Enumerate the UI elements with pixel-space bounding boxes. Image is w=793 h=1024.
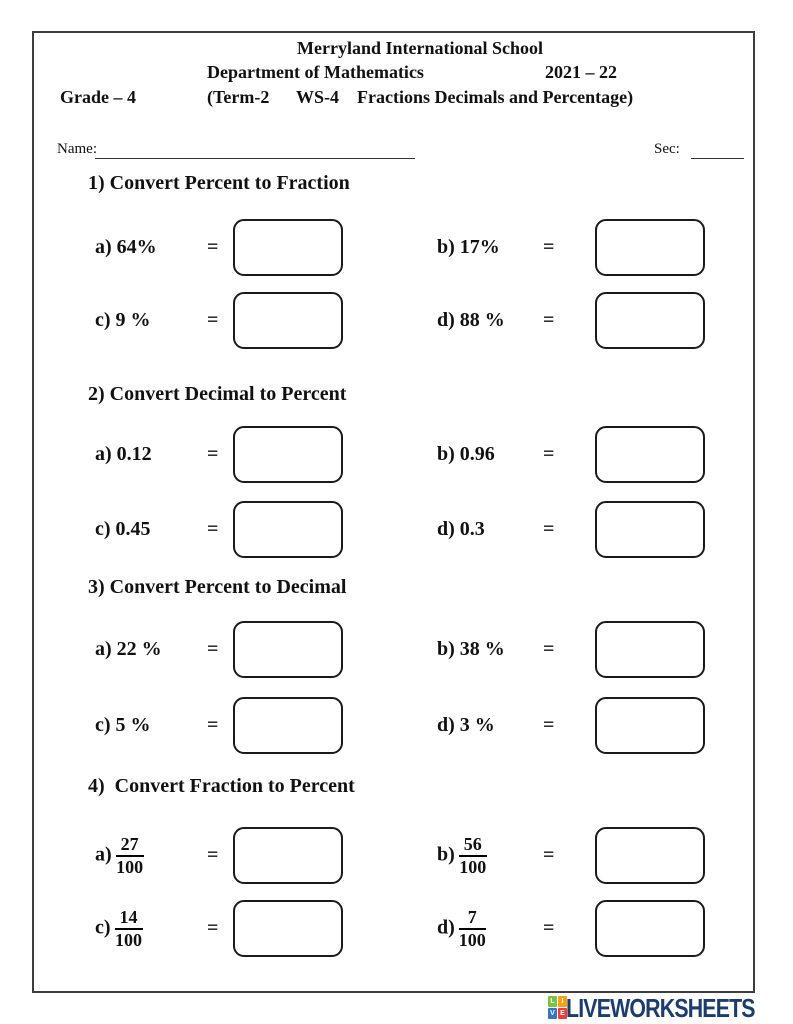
equals-sign: =	[207, 236, 219, 258]
fraction-denominator: 100	[115, 929, 143, 950]
header-department: Department of Mathematics	[207, 62, 424, 82]
equals-sign: =	[543, 236, 555, 258]
question-1c	[95, 293, 343, 348]
fraction	[459, 835, 487, 877]
question-row	[0, 901, 793, 956]
answer-box-3b[interactable]	[595, 621, 705, 678]
question-label: b) 0.96	[437, 443, 495, 465]
fraction-numerator: 27	[116, 835, 144, 857]
question-prefix: a)	[95, 843, 112, 866]
sec-field[interactable]	[691, 140, 744, 159]
question-label: b) 38 %	[437, 638, 505, 660]
answer-box-2c[interactable]	[233, 501, 343, 558]
answer-box-3a[interactable]	[233, 621, 343, 678]
header-school: Merryland International School	[297, 38, 543, 58]
question-prefix: b)	[437, 843, 455, 866]
logo-tile-l: L	[548, 996, 557, 1007]
question-2a	[95, 427, 343, 482]
answer-box-4a[interactable]	[233, 827, 343, 884]
logo-tile-i: I	[558, 996, 567, 1007]
question-row	[0, 427, 793, 482]
logo-tile-v: V	[548, 1008, 557, 1019]
question-label: a) 64%	[95, 236, 157, 258]
answer-box-4c[interactable]	[233, 900, 343, 957]
fraction	[459, 908, 486, 950]
equals-sign: =	[543, 518, 555, 540]
question-label	[437, 908, 543, 950]
fraction-denominator: 100	[458, 929, 486, 950]
question-label: d) 3 %	[437, 714, 495, 736]
answer-box-1c[interactable]	[233, 292, 343, 349]
liveworksheets-wordmark: LIVEWORKSHEETS	[566, 993, 755, 1023]
question-4d	[437, 901, 705, 956]
question-2d	[437, 502, 705, 557]
question-label	[437, 835, 543, 877]
equals-sign: =	[543, 443, 555, 465]
fraction	[116, 835, 144, 877]
fraction-numerator: 14	[115, 908, 143, 930]
sec-label: Sec:	[654, 141, 680, 157]
answer-box-3c[interactable]	[233, 697, 343, 754]
name-label: Name:	[57, 141, 97, 157]
question-1d	[437, 293, 705, 348]
fraction-numerator: 7	[459, 908, 486, 930]
answer-box-2a[interactable]	[233, 426, 343, 483]
section-heading-1: 1) Convert Percent to Fraction	[88, 172, 350, 194]
question-row	[0, 502, 793, 557]
fraction	[115, 908, 143, 950]
answer-box-1d[interactable]	[595, 292, 705, 349]
header-year: 2021 – 22	[545, 62, 617, 82]
question-label: d) 0.3	[437, 518, 485, 540]
question-row	[0, 622, 793, 677]
logo-tile-e: E	[558, 1008, 567, 1019]
answer-box-1b[interactable]	[595, 219, 705, 276]
fraction-denominator: 100	[459, 856, 487, 877]
question-label: c) 9 %	[95, 309, 151, 331]
header-grade: Grade – 4	[60, 87, 136, 107]
question-label: a) 22 %	[95, 638, 162, 660]
equals-sign: =	[207, 844, 219, 866]
question-label: c) 5 %	[95, 714, 151, 736]
question-label: c) 0.45	[95, 518, 151, 540]
fraction-denominator: 100	[116, 856, 144, 877]
equals-sign: =	[543, 638, 555, 660]
equals-sign: =	[207, 309, 219, 331]
question-1a	[95, 220, 343, 275]
question-3c	[95, 698, 343, 753]
question-label: b) 17%	[437, 236, 500, 258]
answer-box-2d[interactable]	[595, 501, 705, 558]
question-label: d) 88 %	[437, 309, 505, 331]
question-1b	[437, 220, 705, 275]
equals-sign: =	[207, 714, 219, 736]
fraction-numerator: 56	[459, 835, 487, 857]
answer-box-1a[interactable]	[233, 219, 343, 276]
question-4c	[95, 901, 343, 956]
equals-sign: =	[207, 443, 219, 465]
question-4a	[95, 828, 343, 883]
header-term-info: (Term-2 WS-4 Fractions Decimals and Percentage)	[207, 87, 634, 107]
equals-sign: =	[207, 638, 219, 660]
question-row	[0, 293, 793, 348]
question-label	[95, 908, 207, 950]
question-4b	[437, 828, 705, 883]
equals-sign: =	[207, 917, 219, 939]
question-3a	[95, 622, 343, 677]
equals-sign: =	[543, 309, 555, 331]
question-3d	[437, 698, 705, 753]
equals-sign: =	[543, 917, 555, 939]
answer-box-4d[interactable]	[595, 900, 705, 957]
question-3b	[437, 622, 705, 677]
answer-box-3d[interactable]	[595, 697, 705, 754]
section-heading-3: 3) Convert Percent to Decimal	[88, 576, 347, 598]
section-heading-2: 2) Convert Decimal to Percent	[88, 383, 347, 405]
question-prefix: c)	[95, 916, 111, 939]
answer-box-4b[interactable]	[595, 827, 705, 884]
equals-sign: =	[207, 518, 219, 540]
answer-box-2b[interactable]	[595, 426, 705, 483]
question-row	[0, 828, 793, 883]
question-label	[95, 835, 207, 877]
equals-sign: =	[543, 844, 555, 866]
question-2c	[95, 502, 343, 557]
liveworksheets-logo-icon	[548, 996, 567, 1020]
question-prefix: d)	[437, 916, 455, 939]
name-field[interactable]	[95, 140, 415, 159]
question-row	[0, 698, 793, 753]
question-label: a) 0.12	[95, 443, 152, 465]
section-heading-4: 4) Convert Fraction to Percent	[88, 775, 355, 797]
question-2b	[437, 427, 705, 482]
equals-sign: =	[543, 714, 555, 736]
question-row	[0, 220, 793, 275]
